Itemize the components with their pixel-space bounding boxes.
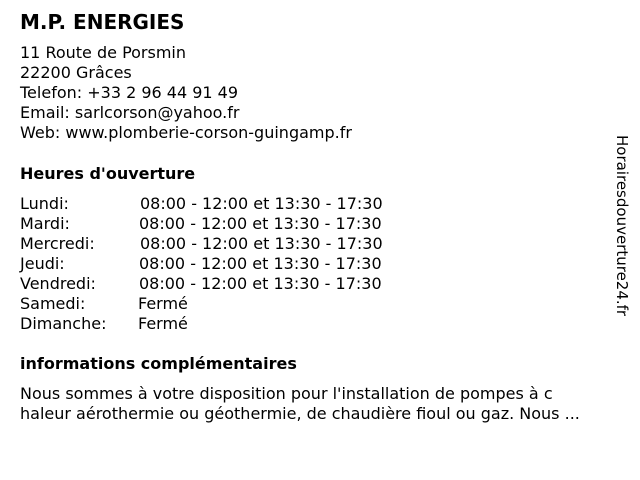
info-description: [20, 384, 632, 424]
description-line: haleur aérothermie ou géothermie, de chaudière fioul ou gaz. Nous ...: [20, 404, 580, 423]
info-title: informations complémentaires: [20, 354, 297, 373]
day-label: Mardi:: [20, 214, 70, 233]
day-label: Samedi:: [20, 294, 86, 313]
day-label: Lundi:: [20, 194, 69, 213]
day-label: Vendredi:: [20, 274, 96, 293]
contact-block: [20, 43, 352, 143]
hours-title: Heures d'ouverture: [20, 164, 196, 183]
site-watermark: Horairesdouverture24.fr: [613, 135, 631, 317]
hours-value: Fermé: [138, 294, 188, 313]
hours-value: 08:00 - 12:00 et 13:30 - 17:30: [140, 234, 383, 253]
day-label: Jeudi:: [20, 254, 65, 273]
hours-value: 08:00 - 12:00 et 13:30 - 17:30: [139, 214, 382, 233]
website-address: Web: www.plomberie-corson-guingamp.fr: [20, 123, 352, 142]
address-city: 22200 Grâces: [20, 63, 132, 82]
hours-value: 08:00 - 12:00 et 13:30 - 17:30: [139, 254, 382, 273]
day-label: Dimanche:: [20, 314, 107, 333]
description-line: Nous sommes à votre disposition pour l'installation de pompes à c: [20, 384, 553, 403]
hours-value: 08:00 - 12:00 et 13:30 - 17:30: [139, 274, 382, 293]
hours-value: 08:00 - 12:00 et 13:30 - 17:30: [140, 194, 383, 213]
email-address: Email: sarlcorson@yahoo.fr: [20, 103, 240, 122]
business-name: M.P. ENERGIES: [20, 10, 185, 34]
address-street: 11 Route de Porsmin: [20, 43, 187, 62]
hours-value: Fermé: [138, 314, 188, 333]
day-label: Mercredi:: [20, 234, 95, 253]
phone-number: Telefon: +33 2 96 44 91 49: [20, 83, 239, 102]
